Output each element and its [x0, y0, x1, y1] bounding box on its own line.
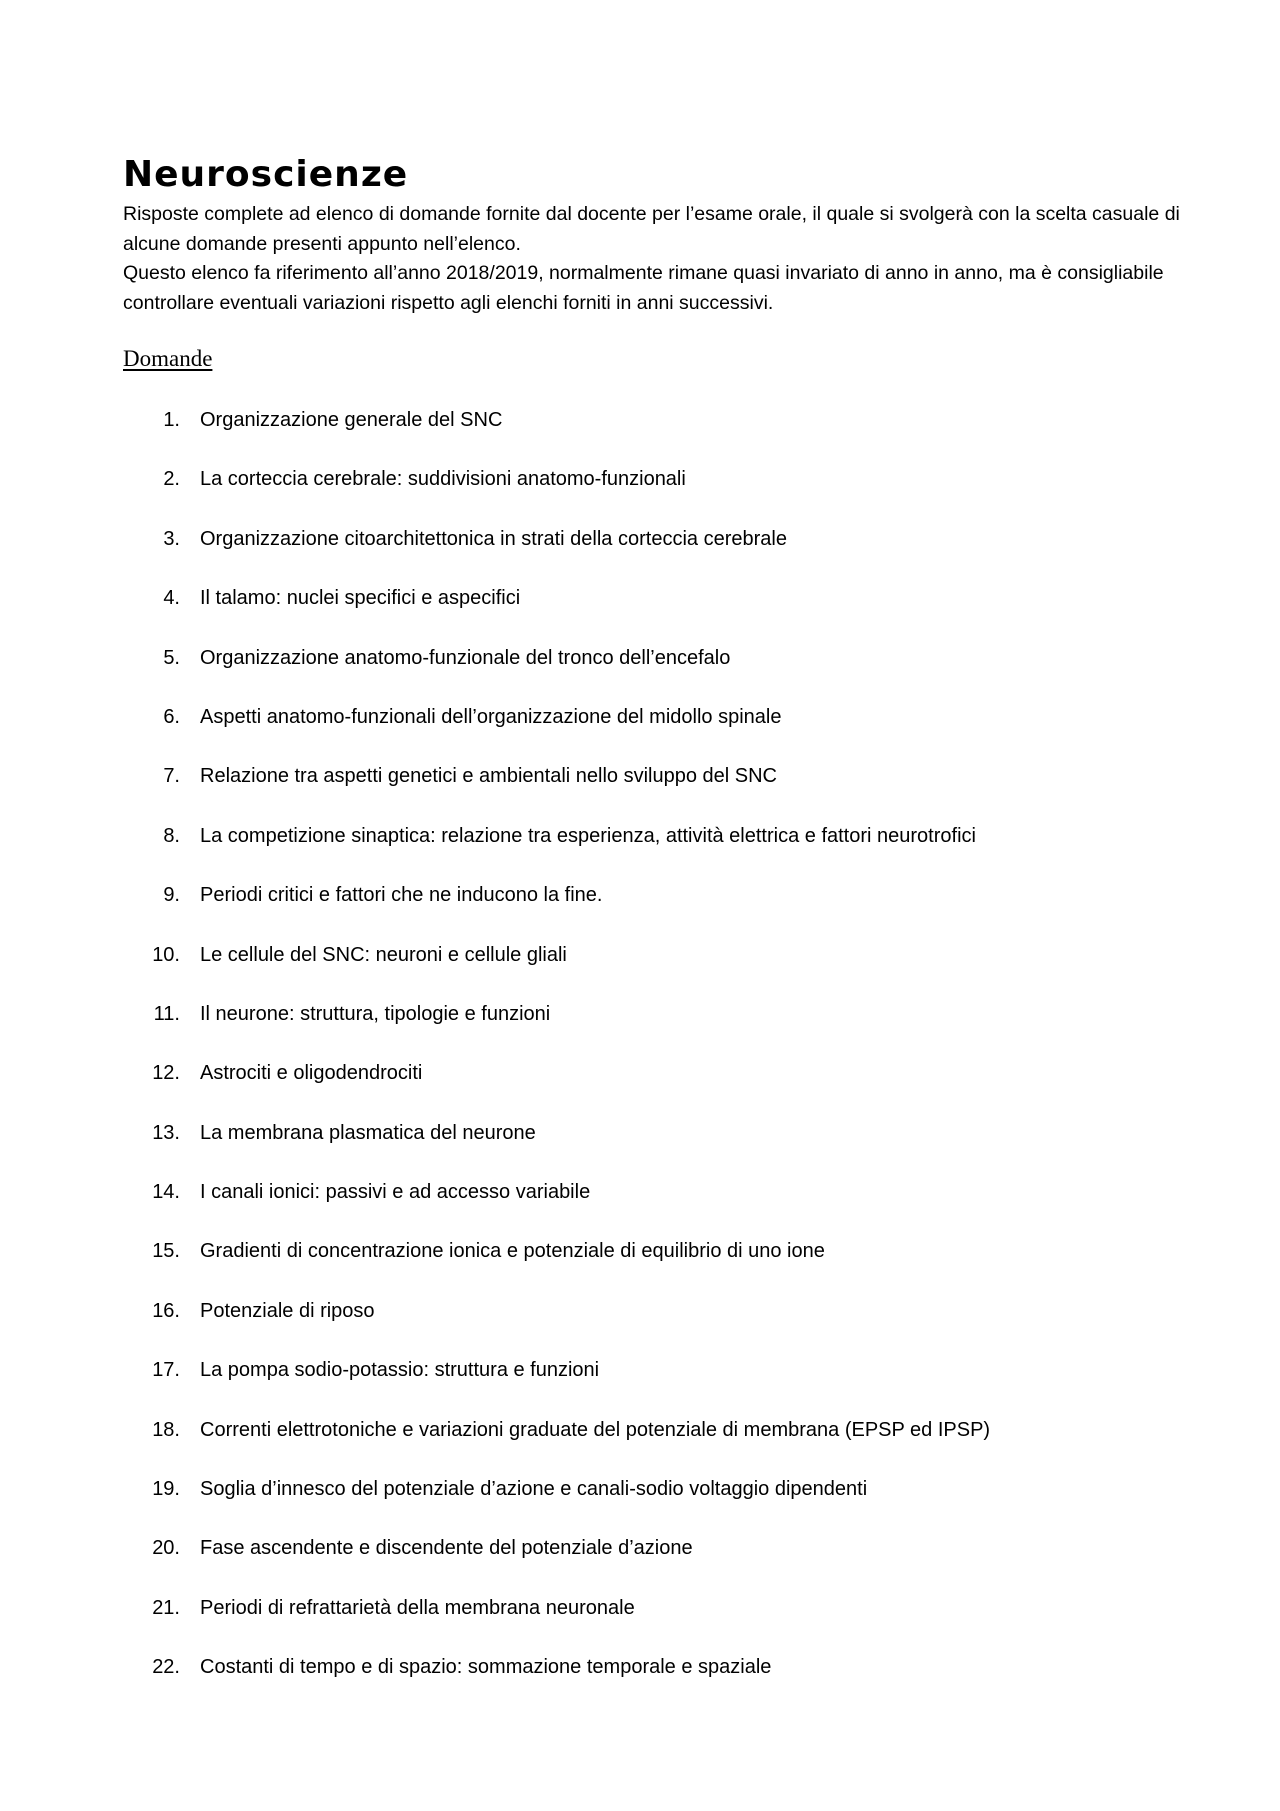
- list-item: [0, 464, 1280, 523]
- item-number: 20.: [152, 1537, 180, 1560]
- item-number: 15.: [152, 1240, 180, 1263]
- item-text: La membrana plasmatica del neurone: [200, 1121, 536, 1144]
- item-number: 6.: [163, 705, 180, 728]
- item-text: Organizzazione citoarchitettonica in strati della corteccia cerebrale: [200, 527, 787, 550]
- item-number: 10.: [152, 943, 180, 966]
- list-item: [0, 821, 1280, 880]
- list-item: [0, 1593, 1280, 1652]
- item-text: Periodi di refrattarietà della membrana neuronale: [200, 1596, 635, 1619]
- list-item: [0, 1355, 1280, 1414]
- item-number: 22.: [152, 1656, 180, 1679]
- list-item: [0, 999, 1280, 1058]
- item-text: Fase ascendente e discendente del potenziale d’azione: [200, 1537, 693, 1560]
- item-text: Potenziale di riposo: [200, 1299, 375, 1322]
- list-item: [0, 702, 1280, 761]
- item-text: La competizione sinaptica: relazione tra esperienza, attività elettrica e fattori neurotrofici: [200, 824, 976, 847]
- item-number: 5.: [163, 646, 180, 669]
- list-item: [0, 1533, 1280, 1592]
- item-text: Le cellule del SNC: neuroni e cellule gliali: [200, 943, 567, 966]
- list-item: [0, 643, 1280, 702]
- item-text: Gradienti di concentrazione ionica e potenziale di equilibrio di uno ione: [200, 1240, 825, 1263]
- list-item: [0, 880, 1280, 939]
- list-item: [0, 940, 1280, 999]
- intro-text: [123, 200, 1183, 318]
- list-item: [0, 405, 1280, 464]
- item-text: Organizzazione generale del SNC: [200, 409, 503, 431]
- item-text: I canali ionici: passivi e ad accesso variabile: [200, 1181, 591, 1204]
- item-number: 13.: [152, 1121, 180, 1144]
- item-number: 4.: [163, 587, 180, 610]
- item-text: Il neurone: struttura, tipologie e funzioni: [200, 1002, 551, 1025]
- item-text: Aspetti anatomo-funzionali dell’organizzazione del midollo spinale: [200, 705, 782, 728]
- item-text: Correnti elettrotoniche e variazioni graduate del potenziale di membrana (EPSP ed IPSP): [200, 1418, 991, 1441]
- list-item: [0, 1296, 1280, 1355]
- section-heading-domande: Domande: [123, 346, 213, 371]
- item-number: 12.: [152, 1062, 180, 1085]
- list-item: [0, 1415, 1280, 1474]
- item-number: 3.: [163, 527, 180, 550]
- item-text: La pompa sodio-potassio: struttura e funzioni: [200, 1359, 600, 1382]
- item-number: 18.: [152, 1418, 180, 1441]
- list-item: [0, 1118, 1280, 1177]
- item-text: Organizzazione anatomo-funzionale del tronco dell’encefalo: [200, 646, 731, 669]
- item-text: Il talamo: nuclei specifici e aspecifici: [200, 587, 521, 610]
- item-number: 16.: [152, 1299, 180, 1322]
- item-number: 21.: [152, 1596, 180, 1619]
- item-number: 1.: [163, 409, 180, 431]
- item-number: 7.: [163, 765, 180, 788]
- list-item: [0, 1058, 1280, 1117]
- question-list: [0, 405, 1280, 1712]
- item-number: 2.: [163, 468, 180, 491]
- item-number: 17.: [152, 1359, 180, 1382]
- page-title: Neuroscienze: [123, 154, 409, 195]
- item-text: Relazione tra aspetti genetici e ambientali nello sviluppo del SNC: [200, 765, 777, 788]
- item-text: La corteccia cerebrale: suddivisioni anatomo-funzionali: [200, 468, 686, 491]
- item-text: Astrociti e oligodendrociti: [200, 1062, 423, 1085]
- item-text: Costanti di tempo e di spazio: sommazione temporale e spaziale: [200, 1656, 772, 1679]
- list-item: [0, 1236, 1280, 1295]
- list-item: [0, 761, 1280, 820]
- item-number: 8.: [163, 824, 180, 847]
- intro-paragraph: Questo elenco fa riferimento all’anno 2018/2019, normalmente rimane quasi invariato di anno in anno, ma è consigliabile controllare eventuali variazioni rispetto agli elenchi forniti in anni successivi.: [123, 262, 1164, 314]
- list-item: [0, 1177, 1280, 1236]
- intro-paragraph: Risposte complete ad elenco di domande fornite dal docente per l’esame orale, il quale si svolgerà con la scelta casuale di alcune domande presenti appunto nell’elenco.: [123, 203, 1180, 255]
- list-item: [0, 524, 1280, 583]
- item-text: Soglia d’innesco del potenziale d’azione e canali-sodio voltaggio dipendenti: [200, 1478, 868, 1501]
- item-text: Periodi critici e fattori che ne inducono la fine.: [200, 884, 603, 907]
- item-number: 9.: [163, 884, 180, 907]
- list-item: [0, 583, 1280, 642]
- list-item: [0, 1474, 1280, 1533]
- item-number: 11.: [153, 1002, 180, 1025]
- item-number: 19.: [152, 1478, 180, 1501]
- list-item: [0, 1652, 1280, 1711]
- item-number: 14.: [152, 1181, 180, 1204]
